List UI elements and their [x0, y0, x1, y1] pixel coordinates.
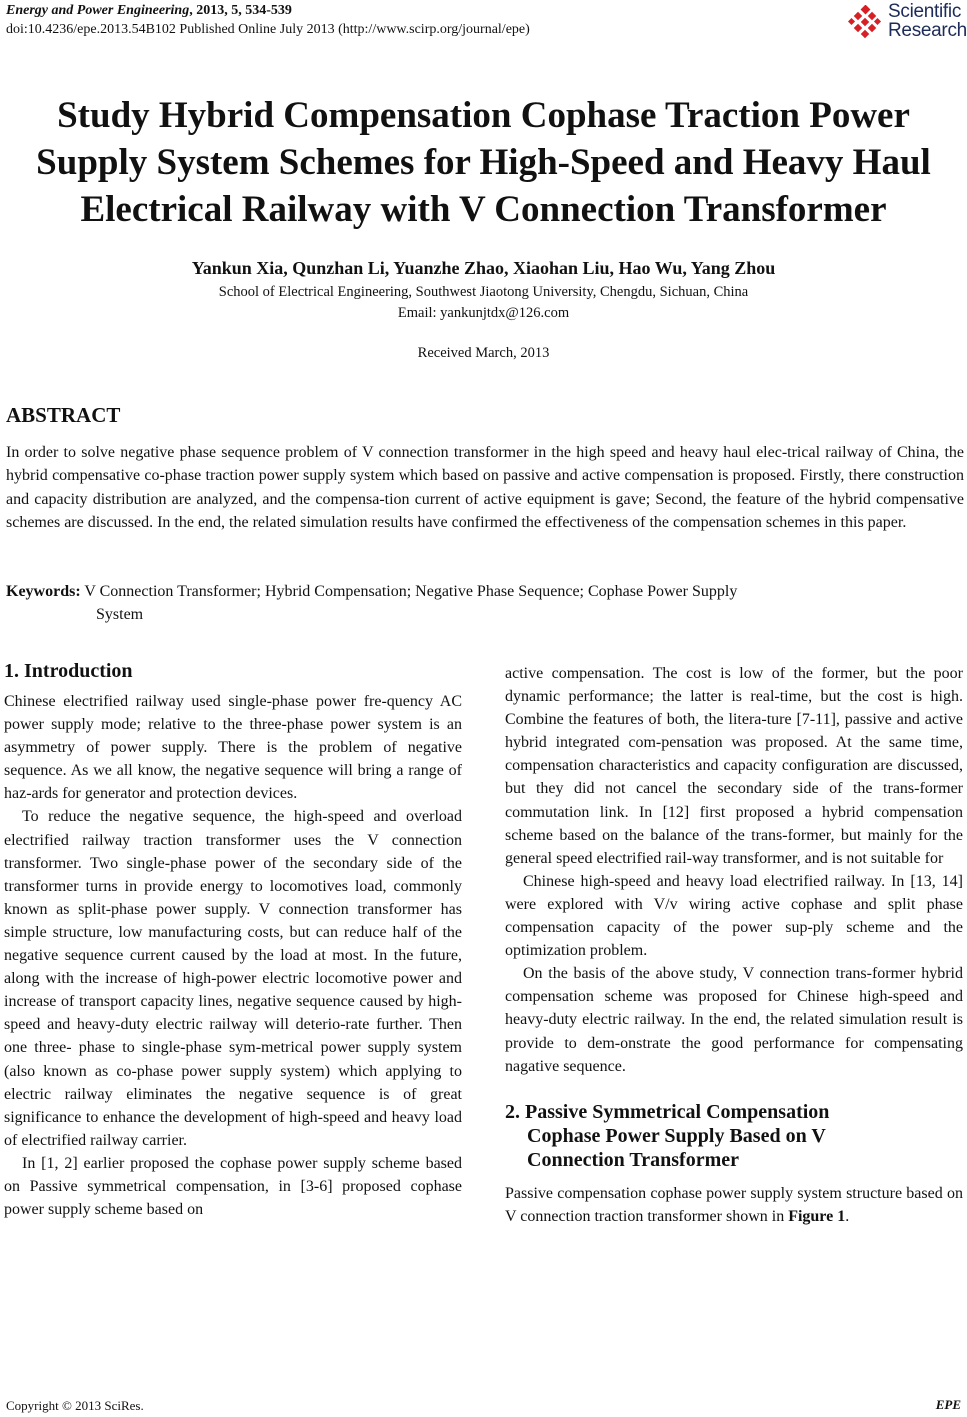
journal-header: [6, 2, 292, 19]
affiliation: School of Electrical Engineering, Southwest Jiaotong University, Chengdu, Sichuan, China: [218, 284, 749, 300]
received-date: Received March, 2013: [417, 345, 550, 361]
authors: Yankun Xia, Qunzhan Li, Yuanzhe Zhao, Xiaohan Liu, Hao Wu, Yang Zhou: [191, 258, 776, 278]
paragraph: To reduce the negative sequence, the high-speed and overload electrified railway traction transformer uses the V connection transformer. Two single-phase power of the secondary side of the transformer turns in provide energy to locomotives load, commonly known as split-phase power supply. V connection transformer has simple structure, low manufacturing costs, but can reduce half of the negative sequence current caused by the load at most. In the future, along with the increase of high-power electric locomotive power and increase of transport capacity lines, negative sequence caused by high-speed and heavy-duty electric railway will deterio-rate further. Then one three- phase to single-phase sym-metrical power supply system (also known as co-phase power supply system) which applying to electric railway eliminates the negative sequence is of great significance to enhance the development of high-speed and heavy load of electrified railway carrier.: [4, 808, 462, 1149]
paragraph: Chinese high-speed and heavy load electrified railway. In [13, 14] were explored with V/v wiring active cophase and split phase compensation capacity of the power sup-ply scheme and the optimization problem.: [505, 872, 963, 960]
keywords: [6, 580, 737, 626]
title-line-2: Supply System Schemes for High-Speed and Heavy Haul: [36, 142, 931, 183]
keywords-label: Keywords:: [6, 583, 81, 600]
paragraph: Chinese electrified railway used single-phase power fre-quency AC power supply mode; relative to the three-phase power system is an asymmetry of power supply. There is the problem of negative sequence. As we all know, the negative sequence will bring a range of haz-ards for generator and protection devices.: [4, 693, 462, 803]
paragraph: In [1, 2] earlier proposed the cophase power supply scheme based on Passive symmetrical compensation, in [3-6] proposed cophase power supply scheme based on: [4, 1154, 462, 1219]
left-column: [4, 658, 462, 1221]
paragraph: [505, 1182, 963, 1228]
section-2-heading-line-1: 2. Passive Symmetrical Compensation: [505, 1100, 830, 1123]
publisher-logo: [848, 2, 966, 42]
abstract-heading: ABSTRACT: [6, 403, 121, 427]
abstract-text: In order to solve negative phase sequence problem of V connection transformer in the high speed and heavy haul elec-trical railway of China, the hybrid compensative co-phase traction power supply system which based on passive and active compensation is proposed. Firstly, there construction and capacity distribution are analyzed, and the compensa-tion current of active equipment is gave; Second, the feature of the hybrid compensative schemes are discussed. In the end, the related simulation results have confirmed the effectiveness of the compensation schemes in this paper.: [6, 444, 964, 531]
journal-abbreviation: EPE: [935, 1397, 961, 1412]
logo-line-2: Research: [888, 20, 967, 41]
journal-name: Energy and Power Engineering: [6, 3, 190, 18]
email: Email: yankunjtdx@126.com: [397, 305, 570, 321]
section-2-text-end: .: [845, 1207, 850, 1225]
doi-line: doi:10.4236/epe.2013.54B102 Published Online July 2013 (http://www.scirp.org/journal/epe): [6, 22, 530, 37]
keywords-line-1: V Connection Transformer; Hybrid Compensation; Negative Phase Sequence; Cophase Power Supply: [80, 583, 738, 600]
right-column: [505, 662, 963, 1228]
section-1-heading: 1. Introduction: [4, 660, 133, 682]
section-2-text: Passive compensation cophase power supply system structure based on V connection traction transformer shown in: [505, 1184, 963, 1225]
logo-line-1: Scientific: [888, 1, 962, 22]
section-2-heading: [505, 1100, 963, 1172]
keywords-line-2: System: [96, 606, 144, 623]
section-2-heading-line-2: Cophase Power Supply Based on V: [527, 1124, 826, 1147]
paragraph: active compensation. The cost is low of the former, but the poor dynamic performance; the latter is real-time, but the cost is high. Combine the features of both, the litera-ture [7-11], passive and active hybrid integrated com-pensation was proposed. At the same time, compensation characteristics and capacity configuration are discussed, but they did not cancel the secondary side of the trans-former commutation link. In [12] first proposed a hybrid compensation scheme based on the balance of the trans-former, but mainly for the general speed electrified rail-way transformer, and is not suitable for: [505, 665, 963, 867]
copyright: Copyright © 2013 SciRes.: [6, 1398, 144, 1413]
section-2-heading-line-3: Connection Transformer: [527, 1148, 740, 1171]
paragraph: On the basis of the above study, V connection trans-former hybrid compensation scheme was proposed for Chinese high-speed and heavy-duty electric railway. In the end, the related simulation result is provide to dem-onstrate the good performance for compensating nagative sequence.: [505, 965, 963, 1075]
scirp-logo-icon: [848, 5, 884, 39]
paper-title: [0, 92, 967, 233]
figure-1-reference: Figure 1: [788, 1207, 846, 1225]
title-line-1: Study Hybrid Compensation Cophase Traction Power: [57, 95, 910, 136]
journal-volume: , 2013, 5, 534-539: [189, 3, 292, 18]
logo-text: [888, 2, 967, 40]
title-line-3: Electrical Railway with V Connection Transformer: [80, 189, 887, 230]
